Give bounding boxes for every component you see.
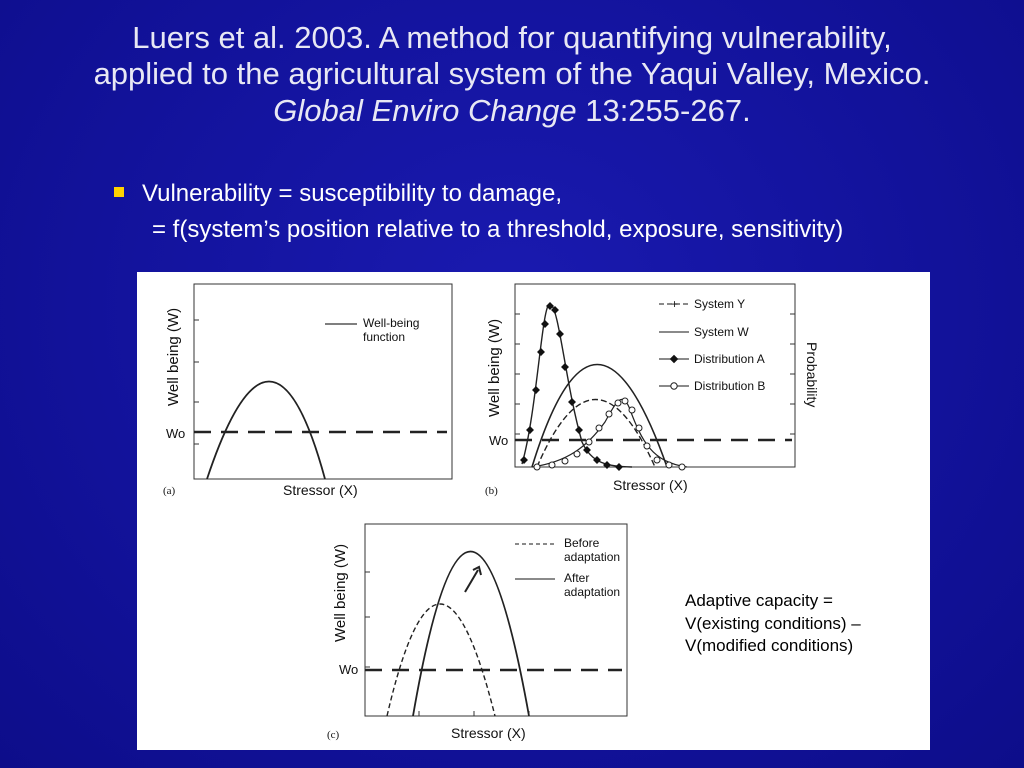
bullet-item	[114, 176, 843, 212]
bullet-square-icon	[114, 187, 124, 197]
bullet-list	[114, 176, 843, 248]
caption-line-2: V(existing conditions) –	[685, 613, 861, 633]
panel-a-frame	[194, 284, 452, 479]
x-axis-label-b: Stressor (X)	[613, 477, 688, 493]
distribution-b-marker	[636, 425, 642, 431]
distribution-b-marker	[586, 439, 592, 445]
distribution-b-marker	[644, 443, 650, 449]
distribution-b-marker	[606, 411, 612, 417]
panel-label-c: (c)	[327, 729, 340, 741]
panel-c-ticks	[365, 572, 529, 716]
panel-label-a: (a)	[163, 485, 176, 497]
x-axis-label-c: Stressor (X)	[451, 725, 526, 741]
threshold-label-a: Wo	[166, 426, 186, 441]
panel-a	[163, 284, 452, 498]
adaptive-capacity-caption	[685, 590, 861, 658]
distribution-a-marker	[568, 398, 576, 406]
well-being-curve-a	[207, 382, 325, 480]
legend-a-line2: function	[363, 330, 406, 344]
legend-after-2: adaptation	[564, 585, 621, 599]
distribution-b-marker	[562, 458, 568, 464]
adaptation-arrow-icon	[465, 570, 478, 592]
panel-c	[327, 524, 627, 741]
caption-line-3: V(modified conditions)	[685, 636, 854, 656]
y2-axis-label-b: Probability	[804, 342, 820, 408]
citation: 13:255-267.	[576, 92, 751, 128]
bullet-text: Vulnerability = susceptibility to damage,	[142, 180, 562, 207]
before-adaptation-curve	[387, 604, 495, 716]
y-axis-label-a: Well being (W)	[165, 307, 182, 406]
caption-line-1: Adaptive capacity =	[685, 591, 833, 610]
legend-a-line1: Well-being	[363, 316, 420, 330]
distribution-a-marker	[575, 426, 583, 434]
distribution-b-marker	[622, 398, 628, 404]
distribution-b-marker	[574, 451, 580, 457]
distribution-b-marker	[534, 464, 540, 470]
panel-a-ticks	[194, 320, 199, 444]
distribution-a-marker	[537, 348, 545, 356]
threshold-label-b: Wo	[489, 433, 509, 448]
y-axis-label-c: Well being (W)	[332, 543, 349, 642]
legend-distribution-b: Distribution B	[694, 379, 766, 393]
distribution-b-marker	[596, 425, 602, 431]
legend-system-w: System W	[694, 325, 749, 339]
legend-before-2: adaptation	[564, 550, 621, 564]
distribution-a-marker	[603, 461, 611, 469]
svg-text:+: +	[671, 297, 679, 311]
title-line-3	[20, 93, 1004, 129]
panel-b	[485, 284, 820, 497]
legend-b	[659, 297, 765, 393]
y-axis-label-b: Well being (W)	[486, 318, 503, 417]
distribution-b-marker	[679, 464, 685, 470]
figure-panel	[137, 272, 930, 750]
distribution-a-marker	[541, 320, 549, 328]
slide-title	[20, 20, 1004, 129]
legend-after-1: After	[564, 571, 590, 585]
distribution-a-marker	[532, 386, 540, 394]
legend-distribution-a: Distribution A	[694, 352, 765, 366]
legend-system-y: System Y	[694, 297, 746, 311]
after-adaptation-curve	[413, 552, 529, 717]
title-line-2: applied to the agricultural system of the Yaqui Valley, Mexico.	[93, 56, 931, 92]
legend-before-1: Before	[564, 536, 600, 550]
distribution-a-marker	[520, 456, 528, 464]
title-line-1: Luers et al. 2003. A method for quantifying vulnerability,	[132, 20, 892, 55]
distribution-b-marker	[615, 400, 621, 406]
distribution-a-marker	[556, 330, 564, 338]
distribution-a-marker	[526, 426, 534, 434]
journal-name: Global Enviro Change	[273, 92, 577, 128]
threshold-label-c: Wo	[339, 662, 359, 677]
distribution-b-marker	[666, 462, 672, 468]
distribution-a-marker	[615, 463, 623, 471]
distribution-b-marker	[629, 407, 635, 413]
panel-label-b: (b)	[485, 485, 498, 497]
bullet-continuation: = f(system’s position relative to a threshold, exposure, sensitivity)	[152, 216, 844, 243]
distribution-b-marker	[549, 462, 555, 468]
distribution-a-marker	[561, 363, 569, 371]
distribution-b-marker	[654, 457, 660, 463]
distribution-a-marker	[593, 456, 601, 464]
x-axis-label-a: Stressor (X)	[283, 482, 358, 498]
figure-svg	[137, 272, 930, 750]
system-w-curve	[532, 365, 667, 468]
panel-b-ticks	[515, 314, 795, 434]
distribution-a-curve	[522, 304, 632, 467]
